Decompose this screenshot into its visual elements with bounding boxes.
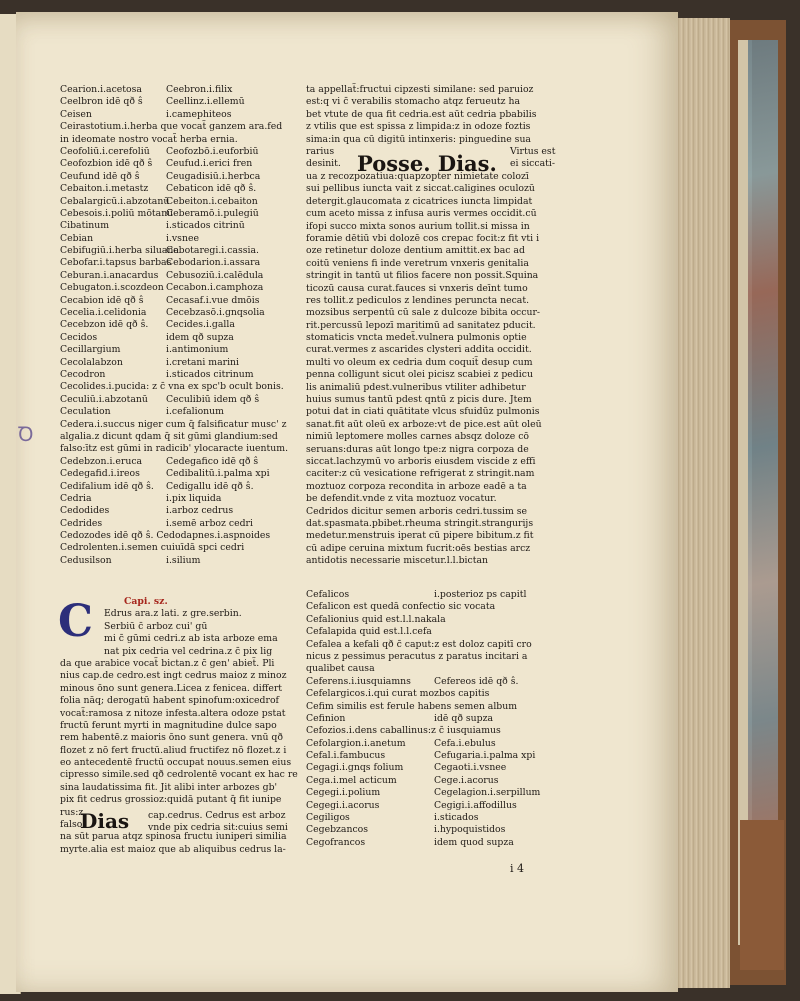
entry-text: Cedozodes idē qð ŝ. Cedodapnes.i.aspnoides [60,530,271,542]
entry-term: Cedrides [60,517,103,529]
entry-gloss: Ceculibiū idem qð ŝ [166,393,260,405]
right-column-top [306,84,576,146]
posse-dias-heading: Posse. Dias. [357,151,497,176]
text-line [60,369,302,381]
text-line [306,601,576,613]
text-line [60,555,302,567]
entry-gloss: i.pix liquida [166,492,222,504]
text-line [306,787,576,799]
marbled-endpaper [748,40,778,945]
text-line [306,837,576,849]
text-line: penna colligunt sicut olei picisz scabiei z pedicu [306,369,533,381]
entry-gloss: idē qð supza [434,712,494,724]
entry-gloss: i.posterioz ps capitl [434,589,527,600]
posse-side-right [510,146,580,171]
text-line [60,245,302,257]
text-line: minous ōno sunt genera.Licea z fenicea. differt [60,682,283,694]
entry-gloss: Cegaoti.i.vsnee [434,762,507,774]
entry-term: Cedria [60,492,92,504]
text-line: da que arabice vocat̃ bictan.z c̄ gen' abiet̃. Pli [60,657,275,669]
text-line: ta appellat̃:fructui cipzesti similane: sed paruioz [306,84,534,95]
text-line [306,812,576,824]
text-line: detergit.glaucomata z cicatrices iuncta limpidat [306,195,533,207]
entry-text: Cefalapida quid est.l.l.cefa [306,626,432,638]
text-line: nius cap.de cedro.est ingt cedrus maioz z minoz [60,670,287,682]
text-line: mi c̄ gūmi cedri.z ab ista arboze ema [104,633,278,645]
text-line [306,639,576,651]
entry-gloss: Cege.i.acorus [434,774,499,786]
entry-text: Cefim similis est ferule habens semen album [306,700,518,712]
text-line: seruans:duras aūt longo tpe:z nigra corpoza de [306,443,529,455]
entry-term: Ceferens.i.iusquiamns [306,675,411,687]
entry-term: Cegagi.i.gnqs folium [306,762,404,774]
text-line: coitū veniens fi inde veretrum vnxeris genitalia [306,257,529,269]
text-line: rit.percussū lepozī maritimū ad sanitatez pducit. [306,319,536,331]
text-line [60,456,302,468]
text-line: cū adipe ceruina mixtum fucrit:oēs bestias arcz [306,542,531,554]
text-line [306,701,576,713]
entry-gloss: Ceofozbō.i.euforbiū [166,145,259,157]
entry-gloss: Ceellinz.i.ellemū [166,96,245,108]
text-line: cum aceto missa z infusa auris vermes occidit.cū [306,208,537,220]
text-line: eo antecedentē fructū occupat nouus.semen eius [60,757,292,769]
entry-term: Cedodides [60,505,110,517]
dias-heading: Dias [80,809,130,833]
entry-gloss: Cegelagion.i.serpillum [434,787,541,799]
text-line: flozet z nō fert fructū.aliud fructifez nō flozet.z i [60,744,287,756]
text-line [306,800,576,812]
right-column-body [306,171,576,568]
text-line [60,196,302,208]
entry-text: Cefelargicos.i.qui curat mozbos capitis [306,688,490,700]
text-line: pix fit cedrus grossioz:quidā putant q̄ fit iunipe [60,794,282,806]
entry-text: nicus z pessimus peracutus z paratus incitari a [306,650,528,662]
text-line [306,589,576,601]
entry-gloss: Cebaticon idē qð ŝ. [166,183,257,195]
entry-term: Cedusilson [60,554,112,566]
entry-term: Cecabion idē qð ŝ [60,294,144,306]
text-line: rus:z [60,806,84,818]
text-line [306,750,576,762]
entry-term: Cegebzancos [306,824,369,836]
posse-side-line: rarius [306,146,335,157]
entry-term: Cefolargion.i.anetum [306,737,406,749]
entry-gloss: i.cretani marini [166,356,240,368]
text-line: folia nāq; derogatū habent spinofum:oxicedrof [60,695,279,707]
text-line [60,257,302,269]
text-line: est:q vi c̄ verabilis stomacho atqz ferueutz ha [306,96,521,108]
text-line [306,824,576,836]
text-line: nimiū leptomere molles carnes absqz doloze cō [306,431,530,443]
text-line [60,542,302,554]
entry-gloss: Ceugadisiū.i.herbca [166,170,261,182]
text-line: stomaticis vncta medet̃.vulnera pulmonis optie [306,332,527,344]
text-line [60,431,302,443]
entry-term: Cefal.i.fambucus [306,750,386,762]
text-line: stringit in tantū ut filios facere non possit.Squina [306,270,539,282]
text-line: vocat̃:ramosa z nitoze infesta.altera odoze pstat [60,707,286,719]
text-line: ticozū causa curat.fauces si vnxeris deīnt tumo [306,282,528,294]
text-line: ua z recozpozatiua:quapzopter nimietate colozī [306,171,529,182]
entry-gloss: i.sticados citrinū [166,220,245,232]
entry-gloss: Cecides.i.galla [166,319,235,331]
lapis-heading-text: Capi. sz. [124,596,168,607]
entry-text: Cedrolenten.i.semen cuiuīdā spci cedri [60,542,245,554]
posse-right-line: ei siccati- [510,158,555,170]
entry-text: in ideomate nostro vocat̃ herba ernia. [60,133,238,145]
entry-term: Cegiligos [306,812,350,824]
text-line [306,614,576,626]
entry-gloss: Cebodarion.i.assara [166,257,261,269]
posse-right-line: Virtus est [510,146,556,157]
entry-term: Ceelbron idē qð ŝ [60,96,143,108]
dias-line: vnde pix cedria sit:cuius semi [148,822,288,834]
entry-text: Cefalicon est quedā confectio sic vocata [306,601,496,613]
entry-gloss: idem quod supza [434,836,514,848]
entry-gloss: Cebotaregi.i.cassia. [166,245,259,257]
text-line [306,775,576,787]
entry-term: Cecebzon idē qð ŝ. [60,319,149,331]
entry-term: Cibatinum [60,220,110,232]
text-line: lis animaliū pdest.vulneribus vtiliter adhibetur [306,381,526,393]
entry-gloss: i.sticados citrinum [166,368,254,380]
text-line: siccat.lachzymū vo arboris eiusdem viscide z effi [306,455,536,467]
folio-number: i 4 [510,862,525,875]
text-line [60,307,302,319]
text-line: fructū ferunt myrti in magnitudine dulce sapo [60,719,277,731]
text-line: Serbiū c̄ arboz cui' gū [104,620,208,632]
text-line [306,676,576,688]
entry-term: Ceufund idē qð ŝ [60,170,140,182]
text-line: foramie dētiū vbi dolozē cos crepac focit:z fit vti i [306,232,540,244]
entry-text: Cefalea a kefali qð c̄ caput:z est doloz capitī cro [306,638,532,650]
entry-term: Cebian [60,232,94,244]
text-line [306,725,576,737]
text-line [60,183,302,195]
posse-side-line: desinit. [306,158,341,170]
entry-gloss: Ceebron.i.filix [166,84,233,95]
text-line: potui dat in ciati quātitate vlcus sfuidūz pulmonis [306,406,540,418]
text-line [60,270,302,282]
text-line [60,220,302,232]
text-line: Cedridos dicitur semen arboris cedri.tussim se [306,505,528,517]
entry-term: Cebesois.i.poliū mōtanū [60,207,174,219]
entry-term: Cedifalium idē qð ŝ. [60,480,154,492]
text-line: be defendit.vnde z vita moztuoz vocatur. [306,493,497,505]
entry-term: Ceculation [60,406,111,418]
text-line [60,96,302,108]
entry-term: Ceofoliū.i.cerefoliū [60,145,150,157]
entry-gloss: Cecebzasō.i.gnqsolia [166,307,265,319]
entry-term: Cedegafid.i.ireos [60,468,140,480]
entry-gloss: i.sticados [434,812,479,824]
text-line [306,713,576,725]
entry-gloss: Ceberamō.i.pulegiū [166,207,259,219]
entry-text: Cecolides.i.pucida: z c̄ vna ex spc'b ocult bonis. [60,381,284,393]
text-line: caciter:z cū vesicatione refrigerat z stringit.nam [306,468,535,480]
entry-term: Cegegi.i.acorus [306,799,380,811]
text-line: sui pellibus iuncta vait z siccat.caligines oculozū [306,183,535,195]
entry-term: Cedebzon.i.eruca [60,455,143,467]
entry-text: Cefalionius quid est.l.l.nakala [306,613,446,625]
entry-term: Cegegi.i.polium [306,787,381,799]
text-line [60,233,302,245]
text-line [306,651,576,663]
text-line [60,121,302,133]
entry-term: Cebugaton.i.scozdeon [60,282,164,294]
entry-term: Cebalargicū.i.abzotanū [60,195,170,207]
left-column [60,84,302,567]
decorated-initial-c: C [58,596,94,647]
text-line: mozsibus serpentū cū sale z dulcoze bibita occur- [306,307,541,319]
entry-term: Ceculiū.i.abzotanū [60,393,148,405]
text-line: dat.spasmata.pbibet.rheuma stringit.strangurijs [306,517,534,529]
entry-gloss: Cedibalitū.i.palma xpi [166,468,270,480]
entry-gloss: i.antimonium [166,344,229,356]
text-line [60,505,302,517]
entry-term: Cebofar.i.tapsus barbas [60,257,172,269]
text-line [60,158,302,170]
entry-gloss: Cefereos idē qð ŝ. [434,675,519,687]
right-column-glossary [306,589,576,849]
text-line: bet vtute de qua fit cedria.est aūt cedria pbabilis [306,108,537,120]
entry-gloss: i.silium [166,554,201,566]
dias-line: cap.cedrus. Cedrus est arboz [148,810,286,821]
text-line [60,406,302,418]
entry-gloss: Cedigallu idē qð ŝ. [166,480,254,492]
text-line [60,394,302,406]
text-line [60,357,302,369]
entry-gloss: i.camephiteos [166,108,232,120]
text-line [60,381,302,393]
entry-term: Cecidos [60,331,98,343]
text-line [60,319,302,331]
text-line: myrte.alia est maioz que ab aliquibus cedrus la- [60,843,286,855]
entry-gloss: i.vsnee [166,232,199,244]
entry-term: Cegofrancos [306,836,366,848]
text-line: z vtilis que est spissa z limpida:z in odoze foztis [306,121,531,133]
text-line: antidotis necessarie miscetur.l.l.bictan [306,555,489,567]
text-line [60,84,302,96]
entry-gloss: Cecasaf.i.vue dmōis [166,294,260,306]
text-line [60,208,302,220]
entry-gloss: Cefugaria.i.palma xpi [434,750,536,762]
entry-text: Cefozios.i.dens caballinus:z c̄ iusquiamus [306,725,501,737]
entry-term: Cecolalabzon [60,356,123,368]
text-line [306,738,576,750]
text-line: curat.vermes z ascarides clysteri addita occidit. [306,344,532,356]
entry-gloss: Cefa.i.ebulus [434,737,496,749]
text-line: moztuoz corpoza recondita in arboze eadē a ta [306,480,527,492]
text-line [60,109,302,121]
entry-gloss: i.semē arboz cedri [166,517,253,529]
entry-gloss: Cecabon.i.camphoza [166,282,264,294]
text-line: oze retinetur doloze dentium amittit.ex bac ad [306,245,525,257]
entry-term: Cefinion [306,712,346,724]
entry-gloss: idem qð supza [166,331,234,343]
page-edges [670,18,730,988]
text-line: sima:in qua cū digitū intinxeris: pinguedine sua [306,133,531,145]
text-line [60,493,302,505]
text-line [60,481,302,493]
entry-gloss: Cebusoziū.i.calēdula [166,269,264,281]
entry-term: Ceisen [60,108,92,120]
text-line: falso. [60,819,86,831]
entry-term: Cega.i.mel acticum [306,774,397,786]
entry-gloss: i.hypoquistidos [434,824,506,836]
text-line: res tollit.z pediculos z lendines peruncta necat. [306,294,530,306]
text-line: sanat.fit aūt oleū ex arboze:vt de pice.est aūt oleū [306,418,542,430]
text-line [306,626,576,638]
entry-text: falso:ītz est gūmi in radicib' ylocaracte iuentum. [60,443,289,455]
text-line: nat pix cedria vel cedrina.z c̄ pix lig [104,645,273,657]
entry-gloss: Ceufud.i.erici fren [166,158,253,170]
text-line [60,332,302,344]
text-line [306,762,576,774]
entry-term: Cefalicos [306,589,350,600]
text-line: na sūt parua atqz spinosa fructu iuniperi similia [60,831,287,843]
entry-gloss: i.arboz cedrus [166,505,234,517]
text-line [60,282,302,294]
text-line [60,518,302,530]
text-line [60,443,302,455]
text-line: Edrus ara.z lati. z gre.serbin. [104,608,242,620]
entry-term: Cearion.i.acetosa [60,84,142,95]
text-line: medetur.menstruis iperat cū pipere bibitum.z fit [306,530,534,542]
dias-side-lines [148,810,298,835]
text-line [306,688,576,700]
entry-gloss: Cedegafico idē qð ŝ [166,455,259,467]
entry-gloss: i.cefalionum [166,406,224,418]
text-line [60,530,302,542]
entry-gloss: Cebeiton.i.cebaiton [166,195,258,207]
text-line [60,468,302,480]
entry-text: algalia.z dicunt qdam q̄ sit gūmi glandium:sed [60,430,278,442]
text-line [60,295,302,307]
text-line [60,134,302,146]
entry-text: Ceirastotium.i.herba que vocat̃ ganzem ara.fed [60,121,283,133]
entry-term: Ceofozbion idē qð ŝ [60,158,153,170]
leather-corner [740,820,784,970]
text-line: huius sumus tantū pdest qntū z picis dure. Jtem [306,394,532,406]
text-line [306,663,576,675]
entry-term: Cecillargium [60,344,121,356]
entry-term: Cebifugiū.i.herba siluana [60,245,179,257]
text-line: sina laudatissima fit. Jit alibi inter arbozes gb' [60,781,278,793]
margin-mark: Ꝺ [18,422,34,446]
entry-text: Cedera.i.succus niger cum q̄ falsificatur musc' z [60,418,287,430]
entry-term: Cebaiton.i.metastz [60,183,149,195]
text-line [60,171,302,183]
text-line: cipresso simile.sed qð cedrolentē vocant ex hac re [60,769,298,781]
entry-gloss: Cegigi.i.affodillus [434,799,517,811]
entry-text: qualibet causa [306,663,375,675]
text-line [60,419,302,431]
text-line [60,344,302,356]
entry-term: Cecelia.i.celidonia [60,307,147,319]
entry-term: Ceburan.i.anacardus [60,269,159,281]
text-line [60,146,302,158]
entry-term: Cecodron [60,368,106,380]
text-line: rem habentē.z maioris ōno sunt genera. vnū qð [60,732,283,744]
text-line: multi vo oleum ex cedria dum coquit̃ desup cum [306,356,533,368]
text-line: ifopi succo mixta sonos aurium tollit.si missa in [306,220,530,232]
